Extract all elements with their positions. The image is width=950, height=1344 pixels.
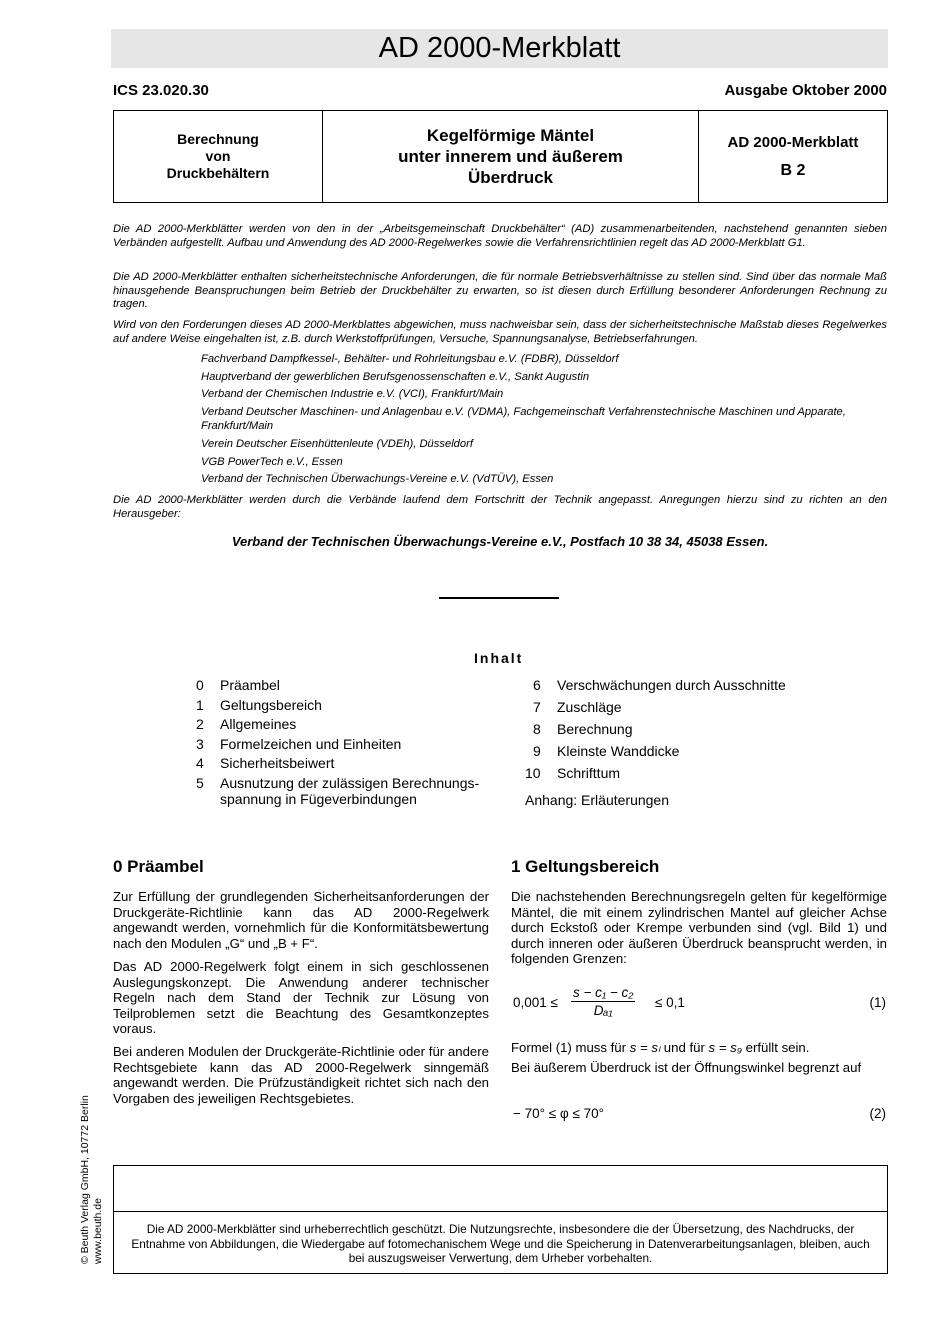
header-category-line: von <box>205 148 231 164</box>
intro-paragraph: Wird von den Forderungen dieses AD 2000-Merkblattes abgewichen, muss nachweisbar sein, dass der sicherheitstechnische Maßstab dieses Regelwerkes auf andere Weise eingehalten ist, z.B. durch Werkstoffprüfungen, Versuche, Spannungsanalyse, Betriebserfahrungen. <box>113 319 887 345</box>
formula-1-upper-bound: ≤ 0,1 <box>655 995 685 1010</box>
section-0-paragraph: Bei anderen Modulen der Druckgeräte-Richtlinie oder für andere Rechtsgebiete kann das AD 2000-Regelwerk sinngemäß angewandt werden. Die Prüfzuständigkeit richtet sich nach den Vorgaben des jeweiligen Rechtsgebietes. <box>113 1044 489 1106</box>
toc-item-number: 1 <box>196 696 204 713</box>
toc-item-title: Zuschläge <box>557 699 622 715</box>
toc-item-title: Formelzeichen und Einheiten <box>220 735 402 752</box>
header-category <box>114 111 323 202</box>
header-category-line: Berechnung <box>177 131 259 147</box>
formula-1 <box>513 985 886 1021</box>
header-title <box>323 111 699 202</box>
toc-item-title: Sicherheitsbeiwert <box>220 755 335 771</box>
association-item: VGB PowerTech e.V., Essen <box>201 456 343 468</box>
intro-paragraph: Die AD 2000-Merkblätter werden von den in der „Arbeitsgemeinschaft Druckbehälter“ (AD) zusammenarbeitenden, nachstehend genannten sieben Verbänden aufgestellt. Aufbau und Anwendung des AD 2000-Regelwerkes sowie die Verfahrensrichtlinien regelt das AD 2000-Merkblatt G1. <box>113 223 887 249</box>
toc-item-title: Präambel <box>220 677 280 693</box>
section-0-heading: 0 Präambel <box>113 857 204 876</box>
toc-title: Inhalt <box>474 650 524 666</box>
toc-item-title-cont: spannung in Fügeverbindungen <box>220 790 417 807</box>
edition-date: Ausgabe Oktober 2000 <box>724 82 887 99</box>
association-item: Hauptverband der gewerblichen Berufsgenossenschaften e.V., Sankt Augustin <box>201 371 590 383</box>
formula-1-number: (1) <box>869 995 886 1010</box>
intro-paragraph: Die AD 2000-Merkblätter werden durch die Verbände laufend dem Fortschritt der Technik angepasst. Anregungen hierzu sind zu richten an den Herausgeber: <box>113 494 887 520</box>
formula-2-expression: − 70° ≤ φ ≤ 70° <box>513 1106 605 1121</box>
toc-item-number: 8 <box>533 721 541 737</box>
toc-item-title: Verschwächungen durch Ausschnitte <box>557 677 786 693</box>
toc-item-number: 4 <box>196 755 204 771</box>
toc-item-number: 9 <box>533 743 541 759</box>
toc-item-title: Ausnutzung der zulässigen Berechnungs- <box>220 774 480 791</box>
toc-item-title: Allgemeines <box>220 716 297 732</box>
association-item: Verband Deutscher Maschinen- und Anlagenbau e.V. (VDMA), Fachgemeinschaft Verfahrenstechnische Maschinen und Apparate, Frankfurt/Main <box>201 406 846 432</box>
toc-appendix[interactable]: Anhang: Erläuterungen <box>525 792 669 808</box>
toc-item-number: 3 <box>196 735 204 752</box>
side-imprint-url[interactable]: www.beuth.de <box>91 1198 104 1264</box>
copyright-notice: Die AD 2000-Merkblätter sind urheberrechtlich geschützt. Die Nutzungsrechte, insbesondere die der Übersetzung, des Nachdrucks, der Entnahme von Abbildungen, die Wiedergabe auf fotomechanischem Wege und die Speicherung in Datenverarbeitungsanlagen, bleiben, auch bei auszugsweiser Verwertung, dem Urheber vorbehalten. <box>131 1222 870 1265</box>
side-imprint <box>79 1095 104 1264</box>
association-item: Verband der Technischen Überwachungs-Vereine e.V. (VdTÜV), Essen <box>201 473 554 485</box>
separator-rule <box>439 597 559 599</box>
toc-item-number: 10 <box>525 765 541 781</box>
formula-1-lower-bound: 0,001 ≤ <box>513 995 558 1010</box>
association-item: Fachverband Dampfkessel-, Behälter- und Rohrleitungsbau e.V. (FDBR), Düsseldorf <box>201 353 619 365</box>
header-title-line: unter innerem und äußerem <box>398 147 623 166</box>
section-1-heading: 1 Geltungsbereich <box>511 857 660 876</box>
toc-right-column <box>525 677 825 817</box>
toc-item-title: Berechnung <box>557 721 633 737</box>
formula-1-numerator: s − c₁ − c₂ <box>573 985 634 1000</box>
note-text: und für <box>663 1040 705 1055</box>
note-symbol: s = sₗ <box>629 1040 661 1055</box>
association-item: Verband der Chemischen Industrie e.V. (VCI), Frankfurt/Main <box>201 388 504 400</box>
formula-1-fraction <box>571 985 635 1018</box>
header-title-line: Überdruck <box>467 168 554 187</box>
header-title-line: Kegelförmige Mäntel <box>426 126 595 145</box>
toc-item-title: Kleinste Wanddicke <box>557 743 680 759</box>
section-1-formula-note <box>511 1040 887 1056</box>
section-1-paragraph: Die nachstehenden Berechnungsregeln gelten für kegelförmige Mäntel, die mit einem zylindrischen Mantel auf gleicher Achse durch Eckstoß oder Krempe verbunden sind (vgl. Bild 1) und durch inneren oder äußeren Überdruck beansprucht werden, in folgenden Grenzen: <box>511 889 887 967</box>
toc-item-title: Geltungsbereich <box>220 696 322 713</box>
note-symbol: s = s₉ <box>708 1040 742 1055</box>
header-sheet-title: AD 2000-Merkblatt <box>727 133 859 151</box>
toc-item-number: 7 <box>533 699 541 715</box>
formula-2 <box>513 1106 886 1124</box>
toc-item-number: 6 <box>533 677 541 693</box>
publisher-address: Verband der Technischen Überwachungs-Vereine e.V., Postfach 10 38 34, 45038 Essen. <box>231 534 769 549</box>
formula-2-number: (2) <box>869 1106 886 1121</box>
side-imprint-publisher: © Beuth Verlag GmbH, 10772 Berlin <box>79 1095 91 1264</box>
formula-1-denominator: Dₐ₁ <box>593 1003 613 1018</box>
note-text: erfüllt sein. <box>745 1040 810 1055</box>
header-category-line: Druckbehältern <box>166 165 270 181</box>
section-0-paragraph: Zur Erfüllung der grundlegenden Sicherheitsanforderungen der Druckgeräte-Richtlinie kann das AD 2000-Regelwerk angewandt werden, vornehmlich für die Konformitätsbewertung nach den Modulen „G“ und „B + F“. <box>113 889 489 951</box>
association-item: Verein Deutscher Eisenhüttenleute (VDEh), Düsseldorf <box>201 438 473 450</box>
copyright-box <box>113 1165 888 1274</box>
toc-item-title: Schrifttum <box>557 765 621 781</box>
section-1-paragraph: Bei äußerem Überdruck ist der Öffnungswinkel begrenzt auf <box>511 1060 862 1075</box>
toc-item-number: 2 <box>196 716 204 732</box>
toc-left-column <box>196 677 496 817</box>
header-sheet-id <box>699 111 887 202</box>
note-text: Formel (1) muss für <box>511 1040 627 1055</box>
ics-code: ICS 23.020.30 <box>113 82 209 99</box>
document-banner: AD 2000-Merkblatt <box>111 29 888 68</box>
header-table <box>113 110 888 203</box>
toc-item-number: 0 <box>196 677 204 693</box>
header-sheet-number: B 2 <box>780 161 806 179</box>
intro-paragraph: Die AD 2000-Merkblätter enthalten sicherheitstechnische Anforderungen, die für normale Betriebsverhältnisse zu stellen sind. Sind über das normale Maß hinausgehende Beanspruchungen beim Betrieb der Druckbehälter zu erwarten, so ist diesen durch Erfüllung besonderer Anforderungen Rechnung zu tragen. <box>113 271 887 310</box>
toc-item-number: 5 <box>196 774 204 791</box>
section-0-paragraph: Das AD 2000-Regelwerk folgt einem in sich geschlossenen Auslegungskonzept. Die Anwendung anderer technischer Regeln nach dem Stand der Technik zur Lösung von Teilproblemen setzt die Beachtung des Gesamtkonzeptes voraus. <box>113 959 489 1037</box>
copyright-divider <box>114 1211 887 1212</box>
